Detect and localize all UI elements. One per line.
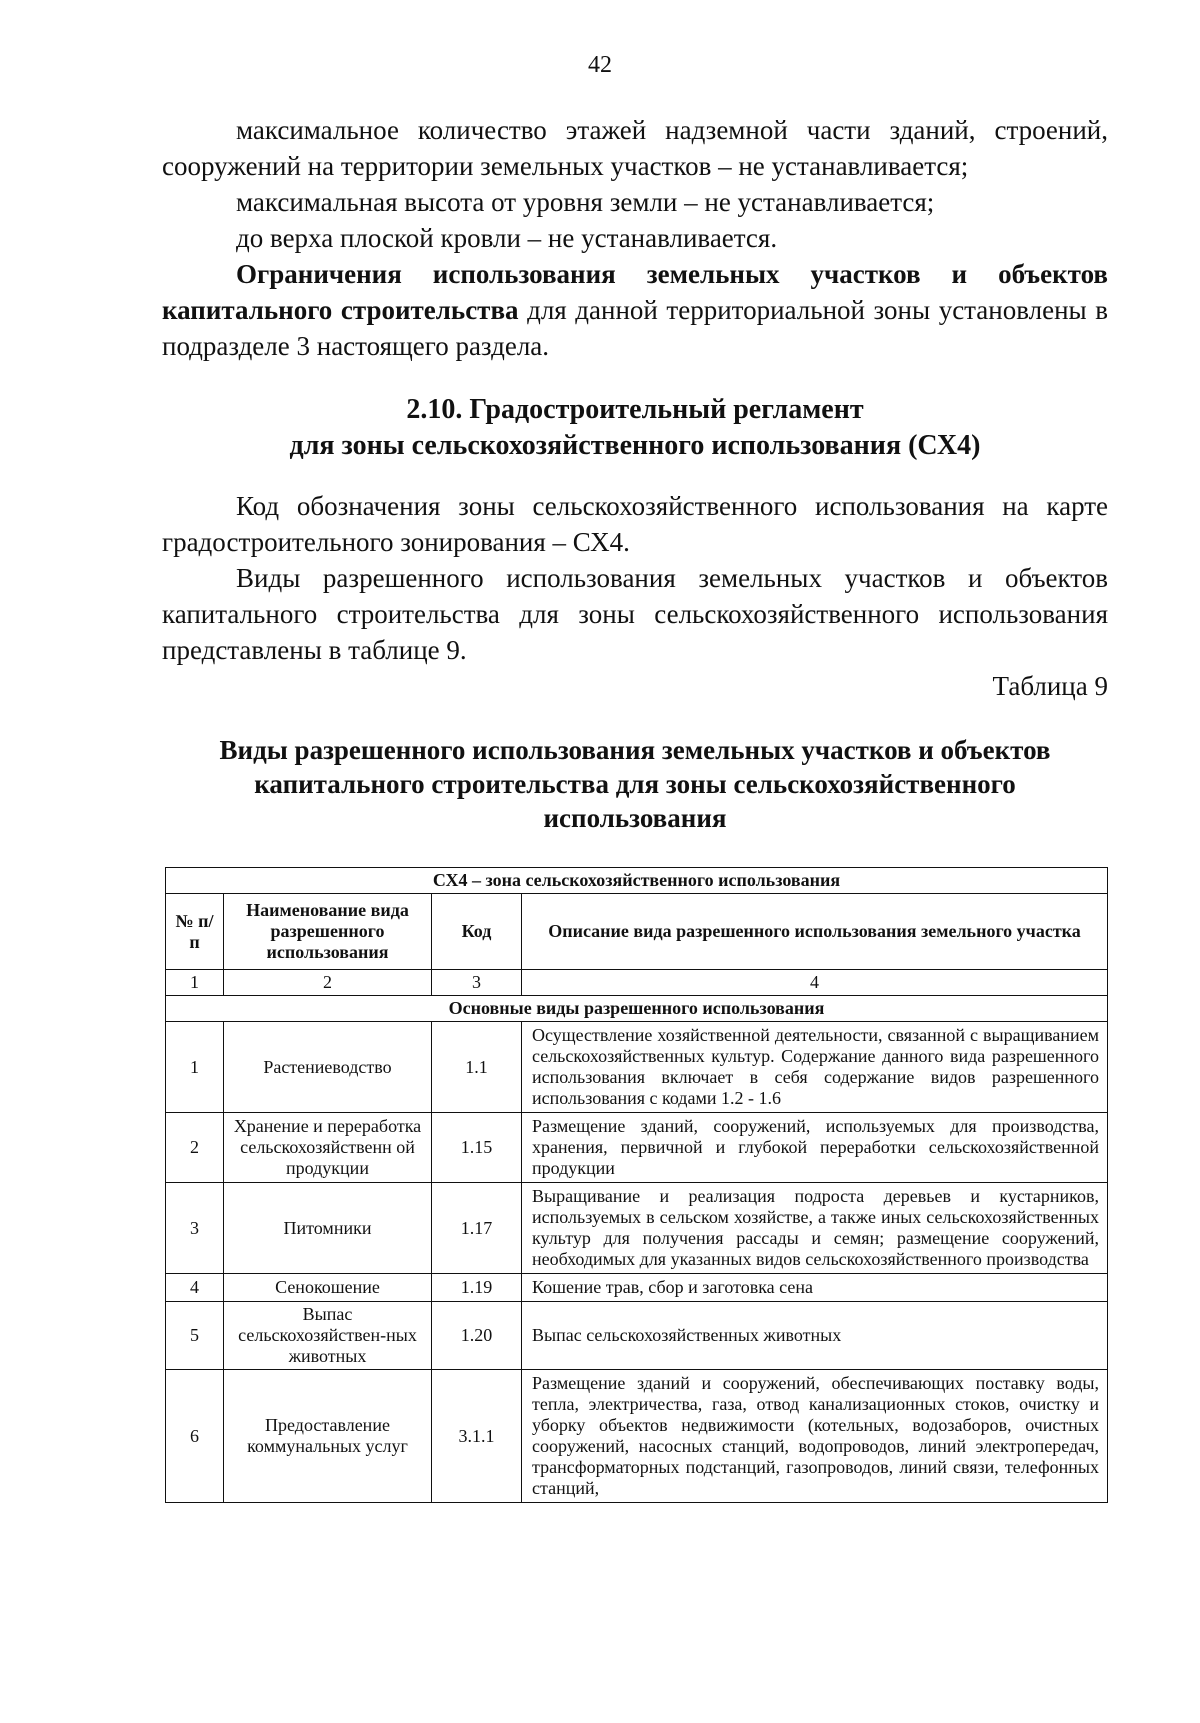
- row-code: 1.15: [432, 1113, 522, 1183]
- row-num: 3: [166, 1183, 224, 1274]
- row-code: 3.1.1: [432, 1370, 522, 1503]
- row-code: 1.19: [432, 1274, 522, 1302]
- col-number: 3: [432, 970, 522, 996]
- row-desc: Размещение зданий и сооружений, обеспечивающих поставку воды, тепла, электричества, газа, отвод канализационных стоков, очистку и уборку объектов недвижимости (котельных, водозаборов, очистных сооружений, насосных станций, водопроводов, линий электропередач, трансформаторных подстанций, газопроводов, линий связи, телефонных станций,: [522, 1370, 1108, 1503]
- col-header-desc: Описание вида разрешенного использования земельного участка: [522, 894, 1108, 970]
- table-row: [166, 1274, 1108, 1302]
- page-number: 42: [588, 52, 612, 78]
- table-title: Виды разрешенного использования земельных участков и объектов капитального строительства для зоны сельскохозяйственного использования: [219, 735, 1051, 833]
- table-row: [166, 1022, 1108, 1113]
- table-row: [166, 1113, 1108, 1183]
- col-number: 1: [166, 970, 224, 996]
- row-name: Питомники: [224, 1183, 432, 1274]
- paragraph-roof-height: до верха плоской кровли – не устанавливается.: [236, 223, 778, 253]
- row-desc: Выращивание и реализация подроста деревьев и кустарников, используемых в сельском хозяйстве, а также иных сельскохозяйственных культур для получения рассады и семян; размещение сооружений, необходимых для указанных видов сельскохозяйственного производства: [522, 1183, 1108, 1274]
- row-num: 5: [166, 1302, 224, 1370]
- row-code: 1.1: [432, 1022, 522, 1113]
- paragraph-max-height: максимальная высота от уровня земли – не устанавливается;: [236, 187, 935, 217]
- section-heading-line2: для зоны сельскохозяйственного использования (СХ4): [289, 430, 981, 461]
- restrictions-plain-text: для данной территориальной зоны установлены в подразделе 3 настоящего раздела.: [162, 295, 1108, 361]
- row-code: 1.20: [432, 1302, 522, 1370]
- paragraph-table-reference: Виды разрешенного использования земельных участков и объектов капитального строительства для зоны сельскохозяйственного использования представлены в таблице 9.: [162, 563, 1108, 665]
- row-desc: Выпас сельскохозяйственных животных: [522, 1302, 1108, 1370]
- row-name: Предоставление коммунальных услуг: [224, 1370, 432, 1503]
- row-name: Сенокошение: [224, 1274, 432, 1302]
- group-header-row: [166, 996, 1108, 1022]
- column-number-row: [166, 970, 1108, 996]
- zone-header-row: [166, 868, 1108, 894]
- col-number: 4: [522, 970, 1108, 996]
- paragraph-max-floors: максимальное количество этажей надземной части зданий, строений, сооружений на территории земельных участков – не устанавливается;: [162, 115, 1108, 181]
- row-code: 1.17: [432, 1183, 522, 1274]
- zone-header: СХ4 – зона сельскохозяйственного использования: [166, 868, 1108, 894]
- permitted-use-table: [165, 867, 1108, 1503]
- row-desc: Осуществление хозяйственной деятельности, связанной с выращиванием сельскохозяйственных культур. Содержание данного вида разрешенного использования включает в себя содержание видов разрешенного использования с кодами 1.2 - 1.6: [522, 1022, 1108, 1113]
- row-num: 6: [166, 1370, 224, 1503]
- group-header: Основные виды разрешенного использования: [166, 996, 1108, 1022]
- row-name: Хранение и переработка сельскохозяйственн ой продукции: [224, 1113, 432, 1183]
- paragraph-zone-code: Код обозначения зоны сельскохозяйственного использования на карте градостроительного зонирования – СХ4.: [162, 491, 1108, 557]
- table-row: [166, 1302, 1108, 1370]
- restrictions-bold-text: Ограничения использования земельных участков и объектов капитального строительства: [162, 259, 1108, 325]
- row-desc: Кошение трав, сбор и заготовка сена: [522, 1274, 1108, 1302]
- row-name: Выпас сельскохозяйствен-ных животных: [224, 1302, 432, 1370]
- row-name: Растениеводство: [224, 1022, 432, 1113]
- row-desc: Размещение зданий, сооружений, используемых для производства, хранения, первичной и глубокой переработки сельскохозяйственной продукции: [522, 1113, 1108, 1183]
- col-number: 2: [224, 970, 432, 996]
- section-heading-line1: 2.10. Градостроительный регламент: [406, 394, 864, 425]
- paragraph-restrictions: [162, 256, 1108, 364]
- col-header-num: № п/п: [166, 894, 224, 970]
- table-caption: Таблица 9: [992, 671, 1108, 701]
- col-header-name: Наименование вида разрешенного использования: [224, 894, 432, 970]
- table-row: [166, 1183, 1108, 1274]
- col-header-code: Код: [432, 894, 522, 970]
- document-body: [162, 112, 1108, 704]
- row-num: 4: [166, 1274, 224, 1302]
- column-header-row: [166, 894, 1108, 970]
- row-num: 1: [166, 1022, 224, 1113]
- table-row: [166, 1370, 1108, 1503]
- row-num: 2: [166, 1113, 224, 1183]
